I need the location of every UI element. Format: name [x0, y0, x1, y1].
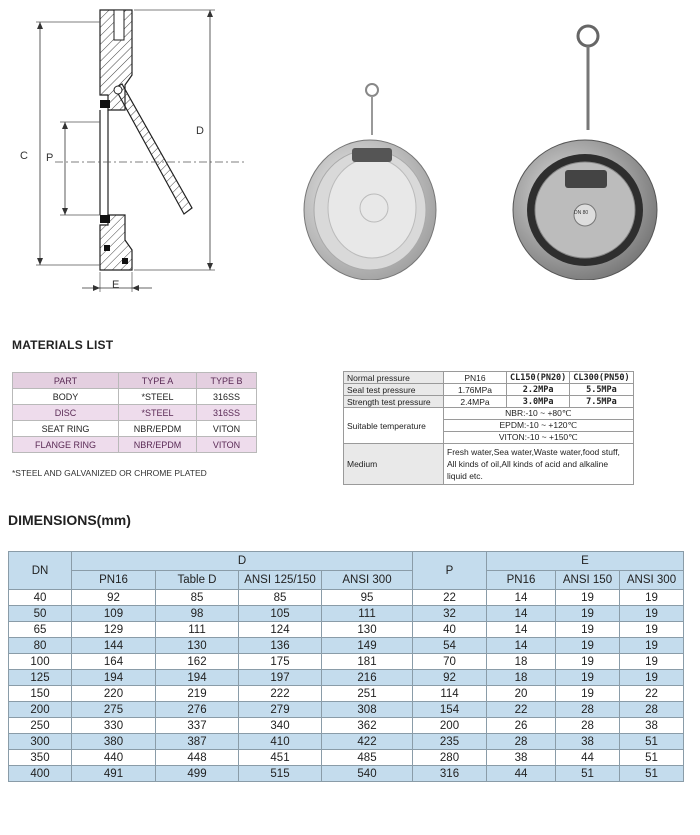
value-cell: 70: [413, 654, 487, 670]
temperature-row: [344, 408, 634, 420]
value-cell: 164: [72, 654, 156, 670]
materials-cell: VITON: [197, 437, 257, 453]
dn-cell: 400: [9, 766, 72, 782]
value-cell: 200: [413, 718, 487, 734]
materials-cell: PART: [13, 373, 119, 389]
value-cell: 14: [487, 606, 556, 622]
temperature-label: Suitable temperature: [344, 408, 444, 444]
dimensions-header-row: [9, 552, 684, 571]
subheader-cell: ANSI 300: [322, 571, 413, 590]
value-cell: 19: [620, 670, 684, 686]
pressure-cell: 2.4MPa: [444, 396, 507, 408]
value-cell: 499: [156, 766, 239, 782]
table-row: [9, 670, 684, 686]
value-cell: 540: [322, 766, 413, 782]
temperature-value: VITON:-10 ~ +150℃: [444, 432, 634, 444]
value-cell: 51: [620, 766, 684, 782]
valve-photo-rear: [510, 20, 670, 280]
value-cell: 308: [322, 702, 413, 718]
value-cell: 219: [156, 686, 239, 702]
valve-section-diagram: [0, 0, 260, 300]
value-cell: 19: [556, 686, 620, 702]
value-cell: 330: [72, 718, 156, 734]
value-cell: 362: [322, 718, 413, 734]
value-cell: 197: [239, 670, 322, 686]
subheader-cell: PN16: [487, 571, 556, 590]
dn-cell: 150: [9, 686, 72, 702]
value-cell: 154: [413, 702, 487, 718]
materials-cell: *STEEL: [119, 389, 197, 405]
value-cell: 316: [413, 766, 487, 782]
pressure-label: Seal test pressure: [344, 384, 444, 396]
value-cell: 14: [487, 590, 556, 606]
value-cell: 95: [322, 590, 413, 606]
header-dn: DN: [9, 552, 72, 590]
value-cell: 337: [156, 718, 239, 734]
value-cell: 22: [487, 702, 556, 718]
value-cell: 162: [156, 654, 239, 670]
value-cell: 130: [322, 622, 413, 638]
value-cell: 114: [413, 686, 487, 702]
value-cell: 19: [556, 654, 620, 670]
value-cell: 451: [239, 750, 322, 766]
temperature-value: NBR:-10 ~ +80℃: [444, 408, 634, 420]
table-row: [9, 718, 684, 734]
value-cell: 38: [620, 718, 684, 734]
table-row: [9, 686, 684, 702]
table-row: [9, 750, 684, 766]
materials-cell: NBR/EPDM: [119, 437, 197, 453]
pressure-label: Strength test pressure: [344, 396, 444, 408]
value-cell: 85: [156, 590, 239, 606]
dn-cell: 50: [9, 606, 72, 622]
value-cell: 19: [620, 590, 684, 606]
pressure-row: [344, 372, 634, 384]
medium-label: Medium: [344, 444, 444, 485]
dn-cell: 350: [9, 750, 72, 766]
subheader-cell: ANSI 125/150: [239, 571, 322, 590]
dim-label-d: D: [196, 125, 204, 137]
value-cell: 109: [72, 606, 156, 622]
value-cell: 22: [413, 590, 487, 606]
pressure-cell: 1.76MPa: [444, 384, 507, 396]
value-cell: 28: [556, 702, 620, 718]
dn-cell: 250: [9, 718, 72, 734]
materials-cell: *STEEL: [119, 405, 197, 421]
materials-cell: BODY: [13, 389, 119, 405]
value-cell: 111: [156, 622, 239, 638]
header-e: E: [487, 552, 684, 571]
materials-title: MATERIALS LIST: [12, 338, 114, 352]
value-cell: 515: [239, 766, 322, 782]
value-cell: 28: [487, 734, 556, 750]
value-cell: 14: [487, 638, 556, 654]
value-cell: 491: [72, 766, 156, 782]
value-cell: 26: [487, 718, 556, 734]
value-cell: 51: [556, 766, 620, 782]
materials-cell: NBR/EPDM: [119, 421, 197, 437]
materials-cell: TYPE A: [119, 373, 197, 389]
value-cell: 19: [556, 622, 620, 638]
value-cell: 51: [620, 734, 684, 750]
pressure-cell: 5.5MPa: [570, 384, 633, 396]
subheader-cell: Table D: [156, 571, 239, 590]
dimensions-body: [9, 590, 684, 782]
value-cell: 40: [413, 622, 487, 638]
value-cell: 19: [620, 622, 684, 638]
dn-cell: 100: [9, 654, 72, 670]
dn-cell: 40: [9, 590, 72, 606]
value-cell: 32: [413, 606, 487, 622]
valve-badge: DN 80: [574, 210, 589, 216]
value-cell: 28: [556, 718, 620, 734]
header-d: D: [72, 552, 413, 571]
value-cell: 276: [156, 702, 239, 718]
value-cell: 18: [487, 670, 556, 686]
materials-note: *STEEL AND GALVANIZED OR CHROME PLATED: [12, 468, 207, 478]
pressure-cell: CL150(PN20): [507, 372, 570, 384]
value-cell: 19: [556, 606, 620, 622]
value-cell: 92: [72, 590, 156, 606]
value-cell: 144: [72, 638, 156, 654]
value-cell: 111: [322, 606, 413, 622]
table-row: [9, 622, 684, 638]
dim-label-p: P: [46, 152, 54, 164]
value-cell: 38: [487, 750, 556, 766]
value-cell: 340: [239, 718, 322, 734]
value-cell: 130: [156, 638, 239, 654]
subheader-cell: PN16: [72, 571, 156, 590]
subheader-cell: ANSI 150: [556, 571, 620, 590]
materials-cell: VITON: [197, 421, 257, 437]
materials-row: [13, 405, 257, 421]
pressure-cell: PN16: [444, 372, 507, 384]
value-cell: 124: [239, 622, 322, 638]
section-drawing: [0, 0, 260, 300]
table-row: [9, 606, 684, 622]
value-cell: 194: [72, 670, 156, 686]
materials-table: [12, 372, 257, 453]
value-cell: 14: [487, 622, 556, 638]
dimensions-subheader-row: [9, 571, 684, 590]
dimensions-table: [8, 551, 684, 782]
value-cell: 44: [487, 766, 556, 782]
materials-row: [13, 421, 257, 437]
medium-value: [444, 444, 634, 485]
table-row: [9, 702, 684, 718]
temperature-value: EPDM:-10 ~ +120℃: [444, 420, 634, 432]
value-cell: 38: [556, 734, 620, 750]
value-cell: 275: [72, 702, 156, 718]
medium-line: All kinds of oil,All kinds of acid and alkaline liquid etc.: [447, 459, 609, 481]
table-row: [9, 766, 684, 782]
value-cell: 380: [72, 734, 156, 750]
value-cell: 44: [556, 750, 620, 766]
materials-header-row: [13, 373, 257, 389]
value-cell: 448: [156, 750, 239, 766]
subheader-cell: ANSI 300: [620, 571, 684, 590]
value-cell: 410: [239, 734, 322, 750]
table-row: [9, 654, 684, 670]
value-cell: 136: [239, 638, 322, 654]
dn-cell: 65: [9, 622, 72, 638]
header-p: P: [413, 552, 487, 590]
materials-cell: 316SS: [197, 389, 257, 405]
dimensions-title: DIMENSIONS(mm): [8, 512, 131, 528]
value-cell: 92: [413, 670, 487, 686]
medium-line: Fresh water,Sea water,Waste water,food stuff,: [447, 447, 620, 457]
dn-cell: 200: [9, 702, 72, 718]
value-cell: 85: [239, 590, 322, 606]
value-cell: 251: [322, 686, 413, 702]
materials-cell: SEAT RING: [13, 421, 119, 437]
pressure-cell: 3.0MPa: [507, 396, 570, 408]
value-cell: 387: [156, 734, 239, 750]
value-cell: 19: [556, 590, 620, 606]
value-cell: 220: [72, 686, 156, 702]
value-cell: 181: [322, 654, 413, 670]
value-cell: 194: [156, 670, 239, 686]
table-row: [9, 734, 684, 750]
table-row: [9, 638, 684, 654]
value-cell: 235: [413, 734, 487, 750]
pressure-row: [344, 384, 634, 396]
dn-cell: 80: [9, 638, 72, 654]
value-cell: 19: [556, 670, 620, 686]
materials-cell: TYPE B: [197, 373, 257, 389]
value-cell: 98: [156, 606, 239, 622]
dim-label-e: E: [112, 279, 120, 291]
value-cell: 280: [413, 750, 487, 766]
value-cell: 485: [322, 750, 413, 766]
materials-row: [13, 389, 257, 405]
value-cell: 19: [556, 638, 620, 654]
materials-cell: 316SS: [197, 405, 257, 421]
value-cell: 222: [239, 686, 322, 702]
pressure-table: [343, 371, 634, 485]
value-cell: 279: [239, 702, 322, 718]
value-cell: 216: [322, 670, 413, 686]
dn-cell: 300: [9, 734, 72, 750]
medium-row: [344, 444, 634, 485]
pressure-row: [344, 396, 634, 408]
value-cell: 19: [620, 654, 684, 670]
value-cell: 18: [487, 654, 556, 670]
value-cell: 20: [487, 686, 556, 702]
pressure-label: Normal pressure: [344, 372, 444, 384]
value-cell: 105: [239, 606, 322, 622]
dn-cell: 125: [9, 670, 72, 686]
pressure-cell: CL300(PN50): [570, 372, 633, 384]
value-cell: 19: [620, 638, 684, 654]
value-cell: 54: [413, 638, 487, 654]
materials-cell: FLANGE RING: [13, 437, 119, 453]
materials-row: [13, 437, 257, 453]
value-cell: 422: [322, 734, 413, 750]
pressure-cell: 2.2MPa: [507, 384, 570, 396]
valve-photo-front: [300, 80, 445, 280]
value-cell: 19: [620, 606, 684, 622]
value-cell: 440: [72, 750, 156, 766]
table-row: [9, 590, 684, 606]
value-cell: 129: [72, 622, 156, 638]
value-cell: 28: [620, 702, 684, 718]
value-cell: 22: [620, 686, 684, 702]
value-cell: 149: [322, 638, 413, 654]
dim-label-c: C: [20, 150, 28, 162]
value-cell: 51: [620, 750, 684, 766]
value-cell: 175: [239, 654, 322, 670]
materials-cell: DISC: [13, 405, 119, 421]
pressure-cell: 7.5MPa: [570, 396, 633, 408]
